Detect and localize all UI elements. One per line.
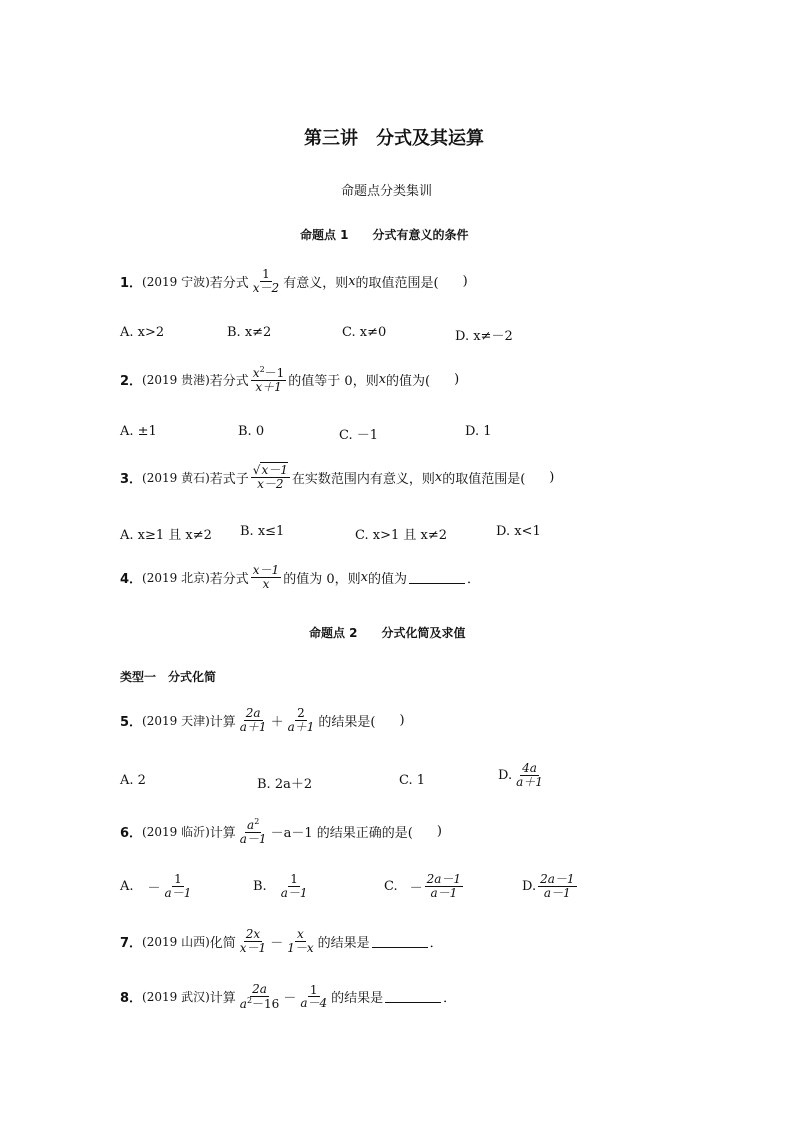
radicand: x－1	[261, 463, 288, 477]
denominator: a－1	[239, 831, 267, 846]
option-d	[522, 873, 579, 899]
question-text: )	[454, 372, 460, 388]
base: x	[252, 366, 260, 380]
question-number: 6．	[120, 826, 143, 842]
numerator: 2x	[245, 927, 261, 941]
question-text: 化简	[209, 935, 236, 951]
question-source: (2019 天津)	[142, 713, 210, 728]
fraction	[286, 707, 317, 733]
question-source: (2019 临沂)	[142, 825, 210, 840]
question-text: )	[436, 824, 442, 840]
denominator: a＋1	[516, 774, 543, 789]
question-text: 的取值范围是(	[355, 275, 439, 291]
option-a: A. 2	[120, 773, 146, 788]
question-source: (2019 贵港)	[142, 373, 210, 388]
fraction	[251, 366, 287, 393]
question-source: (2019 北京)	[142, 570, 210, 585]
question-text: －a－1 的结果正确的是(	[270, 826, 413, 842]
question-number: 2．	[120, 374, 143, 390]
question-6	[120, 818, 442, 845]
numerator: x－1	[252, 563, 280, 577]
fraction	[251, 464, 290, 490]
page-subtitle: 命题点分类集训	[341, 184, 433, 199]
question-text: 的结果是	[317, 935, 370, 951]
page-title: 第三讲 分式及其运算	[304, 128, 484, 149]
denominator: a－1	[430, 885, 458, 900]
numerator	[245, 818, 261, 833]
operator: ＋	[270, 714, 284, 730]
numerator: 2a－1	[426, 872, 462, 886]
question-text: 有意义，则	[283, 275, 349, 291]
numerator: 2a－1	[540, 872, 575, 886]
numerator: 2	[297, 706, 305, 720]
fraction	[279, 873, 310, 899]
variable: x	[378, 372, 387, 388]
section-heading-1: 命题点 1 分式有意义的条件	[300, 228, 469, 242]
option-label: C.	[384, 878, 398, 894]
denominator: x－1	[239, 940, 267, 955]
question-text: 计算	[209, 991, 236, 1007]
option-c: C. －1	[339, 428, 379, 443]
denominator: a＋1	[287, 719, 315, 734]
option-c: C. x>1 且 x≠2	[355, 528, 448, 543]
fraction	[298, 984, 329, 1010]
answer-blank	[409, 571, 465, 584]
fraction	[285, 928, 315, 954]
question-text: )	[462, 273, 468, 289]
question-4	[120, 564, 480, 590]
denominator: x－2	[257, 476, 284, 491]
answer-blank	[372, 935, 428, 948]
sign: －	[409, 880, 423, 896]
operator: －	[283, 991, 297, 1007]
option-label: D.	[498, 767, 513, 783]
question-number: 7．	[120, 935, 143, 951]
question-3	[120, 464, 554, 490]
question-number: 5．	[120, 714, 143, 730]
exponent: 2	[259, 365, 265, 374]
question-text: 计算	[209, 714, 236, 730]
fraction	[238, 818, 269, 845]
question-text: 若分式	[209, 374, 249, 390]
option-d: D. 1	[465, 424, 492, 439]
question-8	[120, 983, 456, 1010]
question-number: 3．	[120, 471, 143, 487]
question-text: )	[549, 469, 555, 485]
question-2	[120, 366, 459, 393]
numerator: 1	[262, 267, 270, 281]
option-a	[120, 873, 195, 899]
question-text: ．	[466, 571, 480, 587]
base: a	[247, 818, 255, 832]
denominator: x－2	[252, 280, 280, 295]
variable: x	[360, 569, 368, 585]
option-b: B. 2a＋2	[257, 777, 313, 792]
question-number: 8．	[120, 991, 143, 1007]
question-text: 若分式	[209, 571, 249, 587]
question-text: 的值为(	[386, 374, 431, 390]
option-b	[253, 873, 311, 899]
numerator: 2a	[252, 982, 267, 996]
numerator: 1	[290, 872, 298, 886]
denominator: a－1	[543, 885, 571, 900]
question-source: (2019 武汉)	[142, 990, 210, 1005]
question-text: 在实数范围内有意义，则	[291, 471, 435, 487]
sqrt-icon: √	[252, 463, 261, 477]
question-text: ．	[429, 935, 443, 951]
option-d	[498, 762, 547, 788]
option-a: A. x≥1 且 x≠2	[120, 528, 212, 543]
section-heading-2: 命题点 2 分式化简及求值	[309, 626, 466, 640]
base: a	[239, 996, 247, 1011]
question-source: (2019 宁波)	[142, 274, 210, 289]
numerator: 1	[309, 982, 318, 997]
fraction	[238, 707, 269, 733]
numerator	[251, 366, 287, 381]
fraction	[238, 928, 268, 954]
question-text: 的结果是(	[318, 714, 376, 730]
denominator: x	[262, 576, 270, 591]
denominator: 1－x	[287, 940, 314, 955]
numerator	[251, 464, 290, 478]
option-c: C. x≠0	[342, 325, 387, 340]
question-1	[120, 268, 468, 294]
numerator: 1	[174, 872, 182, 886]
numerator: 4a	[522, 761, 537, 775]
option-b: B. x≠2	[227, 325, 272, 340]
term: －1	[264, 366, 285, 380]
fraction	[238, 983, 282, 1010]
option-label: D.	[522, 878, 537, 894]
denominator: a－4	[300, 996, 328, 1011]
variable: x	[348, 273, 356, 289]
fraction	[251, 268, 281, 294]
denominator: a－1	[164, 885, 192, 900]
exponent: 2	[246, 995, 253, 1005]
question-number: 1．	[120, 275, 143, 291]
question-text: 的值等于 0，则	[288, 374, 379, 390]
exponent: 2	[254, 817, 260, 826]
numerator: 2a	[245, 706, 261, 720]
question-text: 的结果是	[331, 991, 384, 1007]
variable: x	[434, 469, 443, 485]
option-c	[384, 873, 465, 899]
denominator: a＋1	[239, 719, 267, 734]
fraction	[538, 873, 576, 899]
option-a: A. ±1	[120, 424, 157, 439]
question-7	[120, 928, 443, 954]
fraction	[425, 873, 463, 899]
option-d: D. x≠－2	[455, 329, 513, 344]
option-c: C. 1	[399, 773, 426, 788]
question-text: 若式子	[209, 471, 249, 487]
option-label: B.	[253, 878, 267, 894]
question-text: 的值为 0，则	[283, 571, 361, 587]
type-heading-1: 类型一 分式化简	[120, 670, 217, 684]
option-a: A. x>2	[120, 325, 165, 340]
question-5	[120, 707, 405, 733]
question-number: 4．	[120, 571, 143, 587]
term: －16	[252, 996, 280, 1011]
question-text: 计算	[209, 826, 236, 842]
operator: －	[270, 935, 284, 951]
question-source: (2019 山西)	[142, 934, 210, 949]
numerator: x	[297, 927, 304, 941]
denominator	[238, 997, 282, 1011]
fraction	[514, 762, 545, 788]
question-text: ．	[443, 991, 457, 1007]
denominator: a－1	[280, 885, 308, 900]
denominator: x＋1	[255, 379, 282, 394]
sign: －	[147, 880, 161, 896]
option-b: B. 0	[238, 424, 265, 439]
fraction	[163, 873, 194, 899]
option-label: A.	[120, 878, 134, 894]
option-d: D. x<1	[496, 524, 541, 539]
fraction	[251, 564, 281, 590]
question-text: )	[399, 712, 405, 728]
option-b: B. x≤1	[240, 524, 285, 539]
question-text: 若分式	[209, 275, 249, 291]
question-source: (2019 黄石)	[142, 470, 210, 485]
question-text: 的值为	[367, 571, 407, 587]
question-text: 的取值范围是(	[442, 471, 526, 487]
answer-blank	[385, 990, 441, 1003]
